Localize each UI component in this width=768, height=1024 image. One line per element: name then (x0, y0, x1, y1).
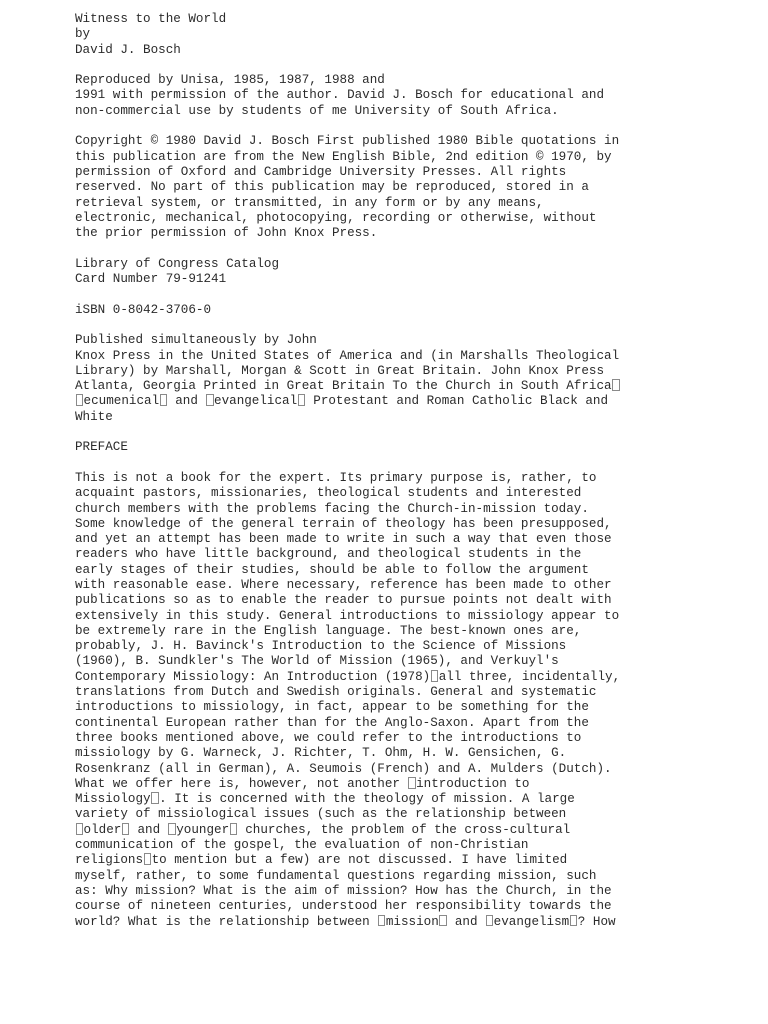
text-line: ecumenical and evangelical Protestant and Roman Catholic Black and (75, 394, 635, 409)
text-line: Library) by Marshall, Morgan & Scott in Great Britain. John Knox Press (75, 363, 605, 378)
copyright-notice (75, 134, 635, 241)
text-line: White (75, 409, 113, 424)
missing-glyph-box (612, 379, 620, 391)
missing-glyph-box (570, 915, 578, 927)
missing-glyph-box (160, 394, 168, 406)
text-line: This is not a book for the expert. Its primary purpose is, rather, to (75, 470, 597, 485)
text-line: as: Why mission? What is the aim of mission? How has the Church, in the (75, 883, 612, 898)
text-line: Rosenkranz (all in German), A. Seumois (French) and A. Mulders (Dutch). (75, 761, 612, 776)
text-line: course of nineteen centuries, understood her responsibility towards the (75, 899, 612, 914)
text-line: myself, rather, to some fundamental questions regarding mission, such (75, 868, 597, 883)
text-line: readers who have little background, and theological students in the (75, 547, 582, 562)
text-line: Copyright © 1980 David J. Bosch First published 1980 Bible quotations in (75, 134, 620, 149)
text-line: permission of Oxford and Cambridge University Presses. All rights (75, 164, 567, 179)
text-line: Some knowledge of the general terrain of theology has been presupposed, (75, 516, 612, 531)
missing-glyph-box (408, 777, 416, 789)
text-line: (1960), B. Sundkler's The World of Mission (1965), and Verkuyl's (75, 654, 559, 669)
missing-glyph-box (151, 792, 159, 804)
missing-glyph-box (378, 915, 386, 927)
text-line: electronic, mechanical, photocopying, recording or otherwise, without (75, 210, 597, 225)
text-line: Reproduced by Unisa, 1985, 1987, 1988 and (75, 73, 385, 88)
text-line: iSBN 0-8042-3706-0 (75, 302, 212, 317)
text-line: Card Number 79-91241 (75, 272, 227, 287)
text-line: probably, J. H. Bavinck's Introduction to the Science of Missions (75, 639, 567, 654)
text-line: 1991 with permission of the author. David J. Bosch for educational and (75, 88, 605, 103)
text-line: acquaint pastors, missionaries, theological students and interested (75, 486, 582, 501)
document-page (75, 12, 635, 945)
text-line: retrieval system, or transmitted, in any form or by any means, (75, 195, 544, 210)
text-line: the prior permission of John Knox Press. (75, 226, 378, 241)
text-line: Missiology . It is concerned with the theology of mission. A large (75, 792, 575, 807)
text-line: three books mentioned above, we could refer to the introductions to (75, 730, 582, 745)
missing-glyph-box (298, 394, 306, 406)
text-line: communication of the gospel, the evaluation of non-Christian (75, 838, 529, 853)
text-line: translations from Dutch and Swedish originals. General and systematic (75, 685, 597, 700)
text-line: and yet an attempt has been made to write in such a way that even those (75, 532, 612, 547)
text-line: this publication are from the New English Bible, 2nd edition © 1970, by (75, 149, 612, 164)
text-line: introductions to missiology, in fact, appear to be something for the (75, 700, 589, 715)
reproduction-notice (75, 73, 635, 119)
missing-glyph-box (206, 394, 214, 406)
text-line: be extremely rare in the English language. The best-known ones are, (75, 623, 582, 638)
text-line: world? What is the relationship between mission and evangelism ? How (75, 914, 616, 929)
text-line: older and younger churches, the problem of the cross-cultural (75, 823, 635, 838)
text-line: religions to mention but a few) are not discussed. I have limited (75, 853, 568, 868)
text-line: Witness to the World (75, 12, 227, 26)
text-line: Library of Congress Catalog (75, 256, 280, 271)
text-line: Knox Press in the United States of America and (in Marshalls Theological (75, 348, 620, 363)
missing-glyph-box (76, 394, 84, 406)
missing-glyph-box (439, 915, 447, 927)
text-line: David J. Bosch (75, 42, 181, 57)
text-line: Atlanta, Georgia Printed in Great Britain To the Church in South Africa (75, 379, 635, 394)
title-block (75, 12, 635, 58)
missing-glyph-box (122, 823, 130, 835)
text-line: church members with the problems facing the Church-in-mission today. (75, 501, 589, 516)
text-line: extensively in this study. General introductions to missiology appear to (75, 608, 620, 623)
text-line: publications so as to enable the reader to pursue points not dealt with (75, 593, 612, 608)
missing-glyph-box (230, 823, 238, 835)
isbn (75, 303, 635, 318)
text-line: What we offer here is, however, not another introduction to (75, 776, 530, 791)
text-line: Contemporary Missiology: An Introduction (1978) all three, incidentally, (75, 669, 621, 684)
missing-glyph-box (486, 915, 494, 927)
missing-glyph-box (76, 823, 84, 835)
catalog-info (75, 257, 635, 288)
text-line: non-commercial use by students of me University of South Africa. (75, 103, 559, 118)
text-line: reserved. No part of this publication may be reproduced, stored in a (75, 180, 589, 195)
preface-body (75, 471, 635, 930)
text-line: Published simultaneously by John (75, 333, 317, 348)
missing-glyph-box (168, 823, 176, 835)
text-line: by (75, 27, 91, 42)
missing-glyph-box (431, 670, 439, 682)
text-line: PREFACE (75, 440, 128, 455)
text-line: variety of missiological issues (such as the relationship between (75, 807, 567, 822)
preface-heading (75, 440, 635, 455)
text-line: continental European rather than for the Anglo-Saxon. Apart from the (75, 715, 589, 730)
publication-info (75, 333, 635, 425)
text-line: early stages of their studies, should be able to follow the argument (75, 562, 589, 577)
missing-glyph-box (144, 853, 152, 865)
text-line: missiology by G. Warneck, J. Richter, T. Ohm, H. W. Gensichen, G. (75, 746, 567, 761)
text-line: with reasonable ease. Where necessary, reference has been made to other (75, 577, 612, 592)
